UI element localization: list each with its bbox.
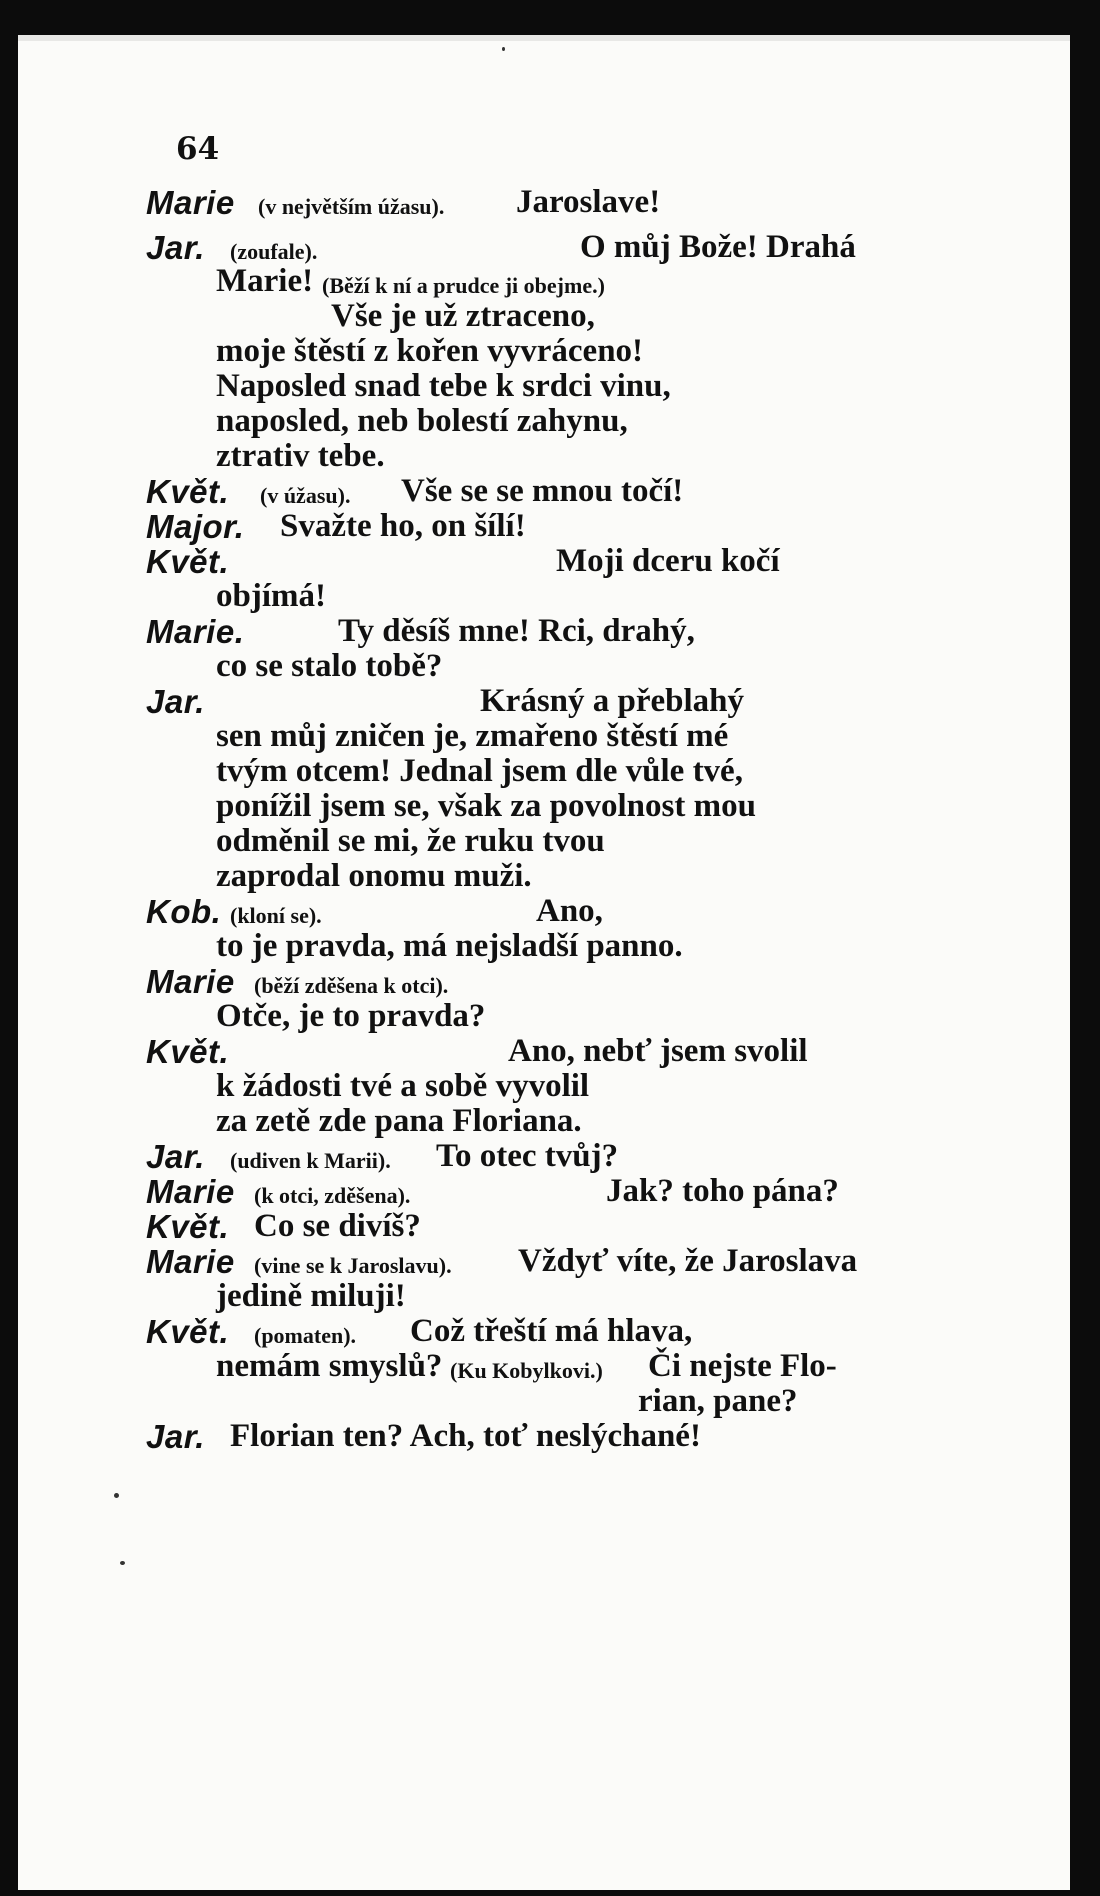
speaker-name: Jar. <box>146 1418 205 1455</box>
dialogue-text: Florian ten? Ach, toť neslýchané! <box>230 1418 701 1454</box>
scan-speck <box>120 1561 125 1565</box>
speaker-name: Květ. <box>146 543 230 580</box>
speaker-name: Marie <box>146 963 235 1000</box>
dialogue-text: Jaroslave! <box>516 184 661 220</box>
speaker-name: Květ. <box>146 1208 230 1245</box>
dialogue-text: objímá! <box>216 578 326 614</box>
stage-direction: (běží zděšena k otci). <box>254 973 449 998</box>
dialogue-text: co se stalo tobě? <box>216 648 443 684</box>
dialogue-text: Otče, je to pravda? <box>216 998 486 1034</box>
dialogue-text: Což třeští má hlava, <box>410 1313 693 1349</box>
dialogue-text: Naposled snad tebe k srdci vinu, <box>216 368 671 404</box>
stage-direction: (Běží k ní a prudce ji obejme.) <box>322 273 605 298</box>
dialogue-text: Svažte ho, on šílí! <box>280 508 526 544</box>
dialogue-text: To otec tvůj? <box>436 1138 619 1174</box>
speaker-name: Kob. <box>146 893 222 930</box>
dialogue-text: rian, pane? <box>638 1383 798 1419</box>
dialogue-text: Ty děsíš mne! Rci, drahý, <box>338 613 695 649</box>
stage-direction: (zoufale). <box>230 239 318 264</box>
stage-direction: (Ku Kobylkovi.) <box>450 1358 603 1383</box>
dialogue-text: sen můj zničen je, zmařeno štěstí mé <box>216 718 729 754</box>
dialogue-text: Či nejste Flo- <box>648 1348 837 1384</box>
dialogue-text: O můj Bože! Drahá <box>580 229 856 265</box>
dialogue-text: Ano, <box>536 893 603 929</box>
dialogue-text: Krásný a přeblahý <box>480 683 745 719</box>
dialogue-text: Jak? toho pána? <box>606 1173 839 1209</box>
stage-direction: (v největším úžasu). <box>258 194 445 219</box>
stage-direction: (k otci, zděšena). <box>254 1183 411 1208</box>
dialogue-text: naposled, neb bolestí zahynu, <box>216 403 628 439</box>
speaker-name: Marie <box>146 1243 235 1280</box>
dialogue-text: k žádosti tvé a sobě vyvolil <box>216 1068 590 1104</box>
dialogue-text: za zetě zde pana Floriana. <box>216 1103 582 1139</box>
stage-direction: (udiven k Marii). <box>230 1148 391 1173</box>
speaker-name: Marie <box>146 184 235 221</box>
speaker-name: Jar. <box>146 1138 205 1175</box>
dialogue-text: Vždyť víte, že Jaroslava <box>518 1243 858 1279</box>
dialogue-text: Vše se se mnou točí! <box>401 473 684 509</box>
speaker-name: Major. <box>146 508 245 545</box>
page-number: 64 <box>176 131 220 167</box>
dialogue-text: Vše je už ztraceno, <box>331 298 595 334</box>
text-line <box>18 184 1070 226</box>
speaker-name: Marie. <box>146 613 245 650</box>
book-page <box>18 35 1070 1890</box>
dialogue-text: ponížil jsem se, však za povolnost mou <box>216 788 756 824</box>
dialogue-text: zaprodal onomu muži. <box>216 858 532 894</box>
dialogue-text: Moji dceru kočí <box>556 543 780 579</box>
dialogue-text: moje štěstí z kořen vyvráceno! <box>216 333 644 369</box>
dialogue-text: nemám smyslů? <box>216 1348 443 1384</box>
speaker-name: Květ. <box>146 1033 230 1070</box>
dialogue-text: Marie! <box>216 263 314 299</box>
stage-direction: (kloní se). <box>230 903 322 928</box>
dialogue-text: Co se divíš? <box>254 1208 421 1244</box>
dialogue-text: odměnil se mi, že ruku tvou <box>216 823 605 859</box>
dialogue-text: Ano, nebť jsem svolil <box>508 1033 808 1069</box>
dialogue-text: jedině miluji! <box>216 1278 406 1314</box>
speaker-name: Květ. <box>146 473 230 510</box>
text-line <box>18 1418 1070 1460</box>
dialogue-text: ztrativ tebe. <box>216 438 385 474</box>
dialogue-text: tvým otcem! Jednal jsem dle vůle tvé, <box>216 753 743 789</box>
speaker-name: Jar. <box>146 683 205 720</box>
scan-speck <box>114 1493 119 1498</box>
dialogue-text: to je pravda, má nejsladší panno. <box>216 928 683 964</box>
stage-direction: (vine se k Jaroslavu). <box>254 1253 452 1278</box>
speaker-name: Jar. <box>146 229 205 266</box>
speaker-name: Květ. <box>146 1313 230 1350</box>
scan-speck <box>502 47 505 51</box>
stage-direction: (v úžasu). <box>260 483 351 508</box>
stage-direction: (pomaten). <box>254 1323 357 1348</box>
speaker-name: Marie <box>146 1173 235 1210</box>
